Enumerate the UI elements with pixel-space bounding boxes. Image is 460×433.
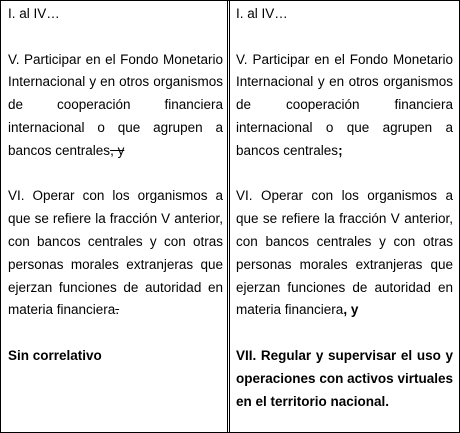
right-fraction-vii: VII. Regular y supervisar el uso y operaciones con activos virtuales en el territorio nacional. (236, 347, 453, 409)
left-fraction-v-text: V. Participar en el Fondo Monetario Internacional y en otros organismos de cooperación financiera internacional o que agrupen a bancos centrales (8, 51, 223, 158)
current-text-column (1, 1, 230, 432)
right-fraction-v (236, 49, 453, 163)
right-fraction-vi-bold: , y (343, 302, 359, 318)
proposed-text-column (230, 1, 459, 432)
right-fraction-v-text: V. Participar en el Fondo Monetario Internacional y en otros organismos de cooperación financiera internacional o que agrupen a bancos centrales (236, 51, 453, 158)
left-fraction-v-struck: , y (110, 142, 125, 158)
right-fraction-vi (236, 185, 453, 322)
left-fraction-vi (8, 185, 223, 322)
right-fraction-vi-text: VI. Operar con los organismos a que se refiere la fracción V anterior, con bancos centrales y con otras personas morales extranjeras que ejerzan funciones de autoridad en materia financiera (236, 188, 453, 318)
left-no-correlative: Sin correlativo (8, 347, 102, 363)
left-fraction-vi-struck: . (115, 302, 120, 318)
column-divider (227, 1, 228, 432)
left-intro: I. al IV… (8, 6, 60, 21)
left-fraction-v (8, 49, 223, 163)
left-fraction-vi-text: VI. Operar con los organismos a que se refiere la fracción V anterior, con bancos centrales y con otras personas morales extranjeras que ejerzan funciones de autoridad en materia financiera (8, 188, 223, 318)
right-fraction-v-bold: ; (338, 142, 343, 158)
right-intro: I. al IV… (236, 6, 288, 21)
